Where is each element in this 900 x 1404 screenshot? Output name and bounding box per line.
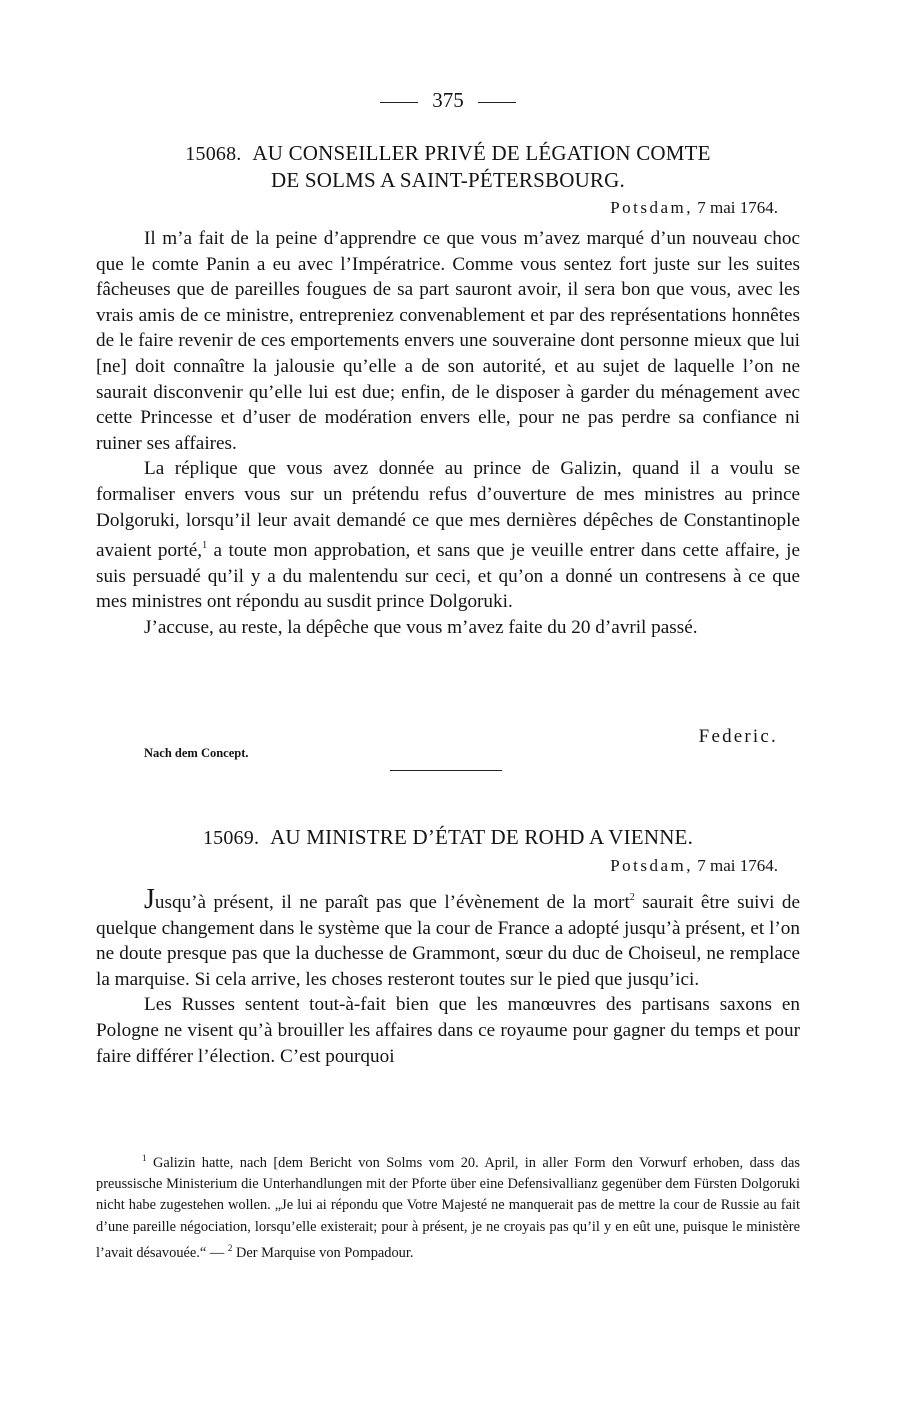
dateline-15069 — [610, 856, 778, 876]
paragraph: Il m’a fait de la peine d’apprendre ce que vous m’avez marqué d’un nouveau choc que le comte Panin a eu avec l’Impératrice. Comme vous sentez fort juste sur les suites fâcheuses que de pareilles fougues de sa part sauront avoir, il sera bon que vous, avec les vrais amis de ce ministre, entrepreniez convenablement et par des représentations honnêtes de le faire revenir de ces emportements envers une souveraine dont personne mieux que lui [ne] doit connaître la jalousie qu’elle a de son autorité, et au sujet de laquelle l’on ne saurait disconvenir qu’elle lui est due; enfin, de le disposer à garder du ménagement avec cette Princesse et d’user de modération envers elle, pour ne pas perdre sa confiance ni ruiner ses affaires. — [96, 228, 800, 454]
footnote-2: Der Marquise von Pompadour. — [236, 1244, 414, 1261]
dateline-15068 — [610, 198, 778, 218]
letter-heading-15069 — [96, 824, 800, 851]
footnote-mark: 1 — [142, 1153, 147, 1163]
footnote-1: $^1$ Galizin hatte, nach [dem Bericht von Solms vom 20. April, in aller Form den Vorwurf erhoben, dass das preussische Ministerium die Unterhandlungen mit der Pforte über eine Defensivallianz gegenüber dem Fürsten Dolgoruki nicht habe zugestehen wollen. „Je lui ai répondu que Votre Majesté ne manquerait pas de mettre la cour de Russie au fait d’une pareille négociation, lorsqu’elle existerait; pour à présent, je ne croyais pas qu’il y en eût une, puisque le ministère l’avait désavouée.“ — $^2$ Der Marquise von Pompadour. — [96, 1153, 800, 1261]
footnote-ref-1[interactable]: 1 — [202, 540, 208, 552]
paragraph: La réplique que vous avez donnée au prince de Galizin, quand il a voulu se formaliser envers vous sur un prétendu refus d’ouverture de mes ministres au prince Dolgoruki, lorsqu’il leur avait demandé ce que mes dernières dépêches de Constantinople avaient porté,$^1$ a toute mon approbation, et sans que je veuille entrer dans cette affaire, je suis persuadé qu’il y a du malentendu sur ceci, et qu’on a donné un contresens à ce que mes ministres ont répondu au susdit prince Dolgoruki. — [96, 458, 800, 613]
letter-title-line1: AU MINISTRE D’ÉTAT DE ROHD A VIENNE. — [270, 825, 694, 849]
header-rule-right — [478, 102, 516, 103]
paragraph: Jusqu’à présent, il ne paraît pas que l’évènement de la mort$^2$ saurait être suivi de quelque changement dans le système que la cour de France a adopté jusqu’à présent, et l’on ne doute presque pas que la duchesse de Grammont, sœur du duc de Choiseul, ne remplace la marquise. Si cela arrive, les choses resteront toutes sur le pied que jusqu’ici. — [96, 884, 801, 990]
footnote-mark: 2 — [227, 1242, 233, 1253]
letter-body-15069 — [96, 885, 800, 1069]
letter-title-line1: AU CONSEILLER PRIVÉ DE LÉGATION COMTE — [252, 141, 711, 165]
letter-title-line2: DE SOLMS A SAINT-PÉTERSBOURG. — [271, 168, 625, 192]
date-place: Potsdam, — [610, 856, 693, 875]
header-rule-left — [380, 102, 418, 103]
date: 7 mai 1764. — [697, 198, 778, 217]
footnote-ref-2[interactable]: 2 — [629, 892, 635, 903]
page-number: 375 — [432, 88, 464, 112]
letter-number: 15068. — [185, 143, 242, 165]
signature: Federic. — [698, 726, 778, 747]
paragraph: Les Russes sentent tout-à-fait bien que les manœuvres des partisans saxons en Pologne ne visent qu’à brouiller les affaires dans ce royaume pour gagner du temps et pour faire différer l’élection. C’est pourquoi — [96, 994, 800, 1067]
letter-number: 15069. — [202, 827, 260, 849]
letter-body-15068 — [96, 226, 800, 641]
source-note: Nach dem Concept. — [144, 746, 249, 760]
date: 7 mai 1764. — [697, 856, 778, 875]
date-place: Potsdam, — [610, 198, 693, 217]
section-divider — [390, 770, 502, 771]
footnotes — [96, 1148, 800, 1264]
letter-heading-15068 — [96, 140, 800, 193]
paragraph: J’accuse, au reste, la dépêche que vous m’avez faite du 20 d’avril passé. — [144, 616, 698, 638]
initial-letter: J — [144, 884, 155, 915]
page-header — [96, 88, 800, 113]
